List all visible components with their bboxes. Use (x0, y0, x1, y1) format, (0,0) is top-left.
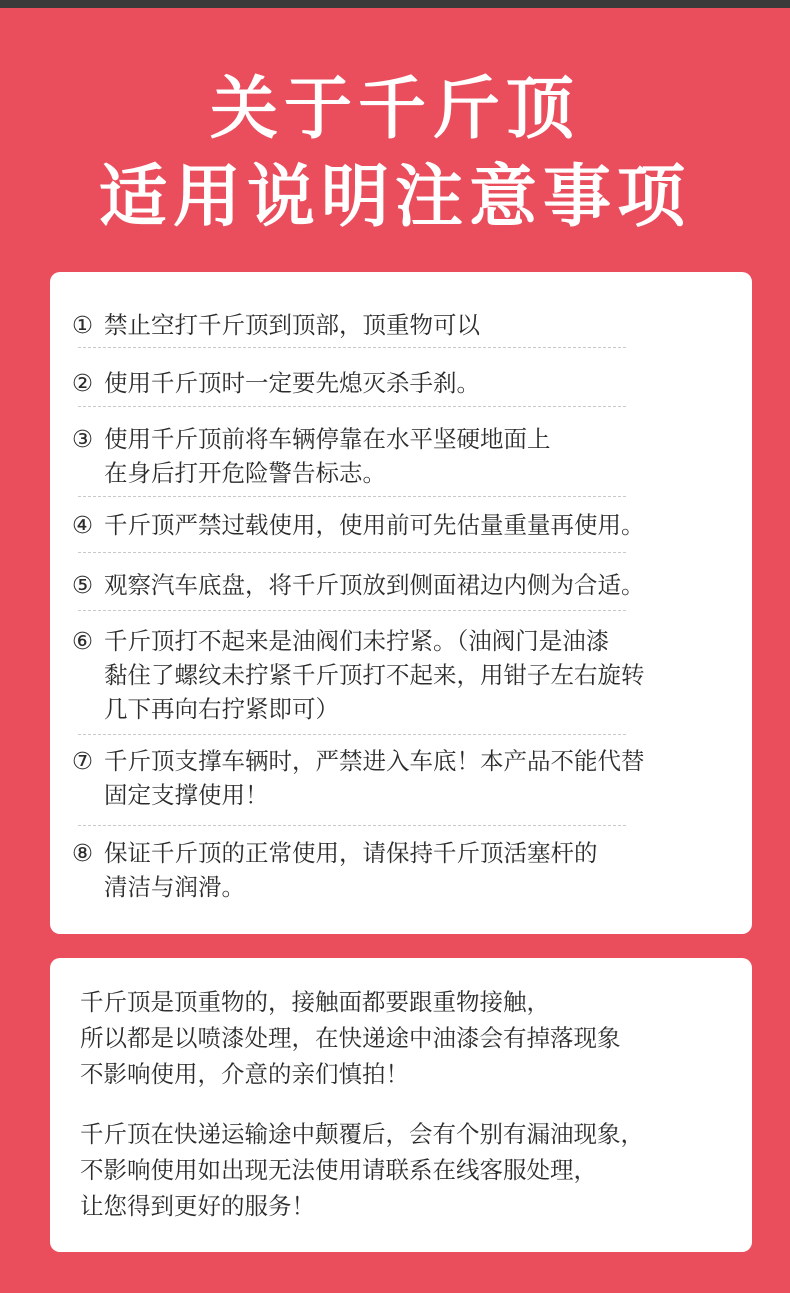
note-text: 固定支撑使用！ (104, 781, 269, 809)
note-number: ⑧ (72, 839, 94, 867)
note-text: 黏住了螺纹未拧紧千斤顶打不起来，用钳子左右旋转 (104, 661, 645, 689)
divider (78, 496, 626, 497)
note-text: 几下再向右拧紧即可） (104, 695, 339, 723)
note-number: ⑥ (72, 627, 94, 655)
note-item (72, 508, 732, 542)
page-subtitle: 适用说明注意事项 (98, 158, 691, 237)
note-number: ④ (72, 511, 94, 539)
note-item (72, 836, 732, 904)
divider (78, 825, 626, 826)
note-text: 使用千斤顶时一定要先熄灭杀手刹。 (104, 369, 480, 397)
notice-line: 让您得到更好的服务！ (80, 1192, 315, 1220)
divider (78, 734, 626, 735)
divider (78, 406, 626, 407)
notice-line: 千斤顶是顶重物的，接触面都要跟重物接触， (80, 988, 550, 1016)
top-bar (0, 0, 790, 8)
note-number: ⑦ (72, 747, 94, 775)
note-number: ③ (72, 425, 94, 453)
note-item (72, 366, 732, 400)
note-text: 千斤顶支撑车辆时，严禁进入车底！本产品不能代替 (104, 747, 645, 775)
notice-line: 不影响使用，介意的亲们慎拍！ (80, 1060, 409, 1088)
note-item (72, 624, 732, 726)
note-item (72, 744, 732, 812)
oil-leak-notice (80, 1116, 730, 1224)
note-number: ① (72, 311, 94, 339)
note-number: ② (72, 369, 94, 397)
note-text: 千斤顶打不起来是油阀们未拧紧。（油阀门是油漆 (104, 627, 610, 655)
note-text: 保证千斤顶的正常使用，请保持千斤顶活塞杆的 (104, 839, 598, 867)
note-item (72, 422, 732, 490)
notice-line: 所以都是以喷漆处理，在快递途中油漆会有掉落现象 (80, 1024, 621, 1052)
note-text: 清洁与润滑。 (104, 873, 245, 901)
notes-card (50, 272, 752, 934)
divider (78, 347, 626, 348)
divider (78, 610, 626, 611)
paint-notice (80, 984, 730, 1092)
note-text: 禁止空打千斤顶到顶部，顶重物可以 (104, 311, 480, 339)
note-text: 在身后打开危险警告标志。 (104, 459, 386, 487)
note-text: 观察汽车底盘，将千斤顶放到侧面裙边内侧为合适。 (104, 571, 645, 599)
note-text: 千斤顶严禁过载使用，使用前可先估量重量再使用。 (104, 511, 645, 539)
note-item (72, 568, 732, 602)
notice-line: 不影响使用如出现无法使用请联系在线客服处理， (80, 1156, 597, 1184)
notice-line: 千斤顶在快递运输途中颠覆后，会有个别有漏油现象， (80, 1120, 644, 1148)
note-item (72, 308, 732, 342)
divider (78, 552, 626, 553)
page-title: 关于千斤顶 (209, 70, 580, 149)
info-card (50, 958, 752, 1252)
note-text: 使用千斤顶前将车辆停靠在水平坚硬地面上 (104, 425, 551, 453)
note-number: ⑤ (72, 571, 94, 599)
